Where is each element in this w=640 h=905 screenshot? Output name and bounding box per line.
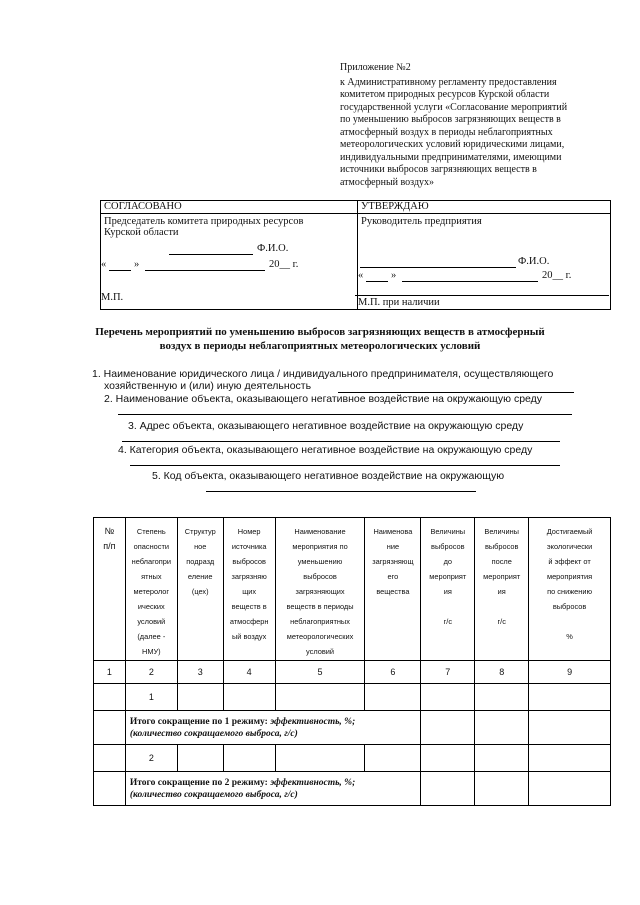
approver-stamp: М.П. — [101, 292, 124, 303]
regime-1-total: Итого сокращение по 1 режиму: эффективность, %; (количество сокращаемого выброса, г/с) — [125, 711, 421, 745]
header-cell-emissions-after: Величины выбросов после мероприят ия г/с — [475, 518, 529, 661]
confirmer-stamp-divider — [355, 295, 609, 296]
column-numbers-row — [94, 661, 611, 684]
table-cell[interactable] — [421, 684, 475, 711]
approver-fio-label: Ф.И.О. — [257, 243, 289, 254]
appendix-line: к Административному регламенту предоставления — [340, 76, 557, 88]
appendix-line: комитетом природных ресурсов Курской области — [340, 89, 550, 100]
column-number: 2 — [125, 661, 177, 684]
table-cell[interactable] — [177, 684, 223, 711]
question-5: 5. Код объекта, оказывающего негативное воздействие на окружающую — [152, 470, 505, 482]
table-cell[interactable] — [94, 745, 126, 772]
heading-line-2: воздух в периоды неблагоприятных метеорологических условий — [159, 340, 481, 352]
appendix-line: государственной услуги «Согласование мероприятий — [340, 101, 568, 113]
table-cell[interactable] — [223, 745, 275, 772]
approved-by-cell — [101, 214, 358, 310]
question-4-input-line[interactable] — [130, 465, 560, 466]
table-cell[interactable] — [177, 745, 223, 772]
appendix-line: источники выбросов загрязняющих веществ в — [340, 164, 537, 175]
table-cell[interactable] — [275, 745, 365, 772]
table-cell[interactable] — [275, 684, 365, 711]
table-cell[interactable] — [475, 684, 529, 711]
confirmer-date-close: » — [391, 270, 397, 281]
column-number: 3 — [177, 661, 223, 684]
approver-region: Курской области — [104, 227, 179, 238]
appendix-title: Приложение №2 — [340, 62, 411, 73]
confirmer-year: 20__ г. — [542, 270, 572, 281]
appendix-line: атмосферный воздух в периоды неблагоприятных — [340, 126, 553, 138]
appendix-line: по уменьшению выбросов загрязняющих веществ в — [340, 114, 561, 125]
question-2-input-line[interactable] — [118, 414, 572, 415]
table-cell[interactable] — [94, 711, 126, 745]
heading-line-1: Перечень мероприятий по уменьшению выбросов загрязняющих веществ в атмосферный — [95, 326, 545, 338]
header-cell-nmu-level: Степень опасности неблагопри ятных метеролог ических условий (далее - НМУ) — [125, 518, 177, 661]
confirmer-date-open: « — [358, 270, 364, 281]
document-heading — [60, 325, 580, 353]
column-number: 7 — [421, 661, 475, 684]
header-cell-number: № п/п — [94, 518, 126, 661]
header-cell-effect: Достигаемый экологически й эффект от мероприятия по снижению выбросов % — [529, 518, 611, 661]
header-cell-substance: Наименова ние загрязняющ его вещества — [365, 518, 421, 661]
table-cell[interactable] — [529, 772, 611, 806]
question-1-line-1: 1. Наименование юридического лица / индивидуального предпринимателя, осуществляющего — [92, 368, 554, 380]
approver-year: 20__ г. — [269, 259, 299, 270]
regime-2-total-row — [94, 772, 611, 806]
header-cell-source-number: Номер источника выбросов загрязняю щих веществ в атмосферн ый воздух — [223, 518, 275, 661]
table-cell[interactable] — [475, 745, 529, 772]
regime-2-total: Итого сокращение по 2 режиму: эффективность, %; (количество сокращаемого выброса, г/с) — [125, 772, 421, 806]
question-5-input-line[interactable] — [206, 491, 476, 492]
column-number: 1 — [94, 661, 126, 684]
appendix-block — [340, 62, 600, 189]
table-cell[interactable] — [365, 745, 421, 772]
measures-table — [93, 517, 611, 806]
table-cell[interactable] — [421, 745, 475, 772]
approver-month-line — [145, 270, 265, 271]
confirmed-by-cell — [358, 214, 611, 310]
regime-2-row — [94, 745, 611, 772]
column-number: 4 — [223, 661, 275, 684]
approver-date-open: « — [101, 259, 107, 270]
column-number: 6 — [365, 661, 421, 684]
confirmer-month-line — [402, 281, 538, 282]
confirmed-by-header: УТВЕРЖДАЮ — [358, 201, 611, 214]
question-3: 3. Адрес объекта, оказывающего негативное воздействие на окружающую среду — [128, 420, 524, 432]
regime-1-total-row — [94, 711, 611, 745]
regime-1-label: 1 — [125, 684, 177, 711]
approval-table — [100, 200, 611, 310]
question-1-line-2: хозяйственную и (или) иную деятельность — [104, 380, 312, 392]
confirmer-position: Руководитель предприятия — [361, 216, 482, 227]
table-cell[interactable] — [529, 684, 611, 711]
table-cell[interactable] — [365, 684, 421, 711]
header-cell-emissions-before: Величины выбросов до мероприят ия г/с — [421, 518, 475, 661]
approved-by-header: СОГЛАСОВАНО — [101, 201, 358, 214]
column-number: 9 — [529, 661, 611, 684]
approver-day-line — [109, 270, 131, 271]
table-cell[interactable] — [421, 711, 475, 745]
approver-position: Председатель комитета природных ресурсов — [104, 216, 304, 227]
confirmer-fio-label: Ф.И.О. — [518, 256, 550, 267]
table-cell[interactable] — [475, 711, 529, 745]
table-header-row — [94, 518, 611, 661]
table-cell[interactable] — [94, 684, 126, 711]
question-4: 4. Категория объекта, оказывающего негативное воздействие на окружающую среду — [118, 444, 533, 456]
table-cell[interactable] — [529, 745, 611, 772]
regime-1-row — [94, 684, 611, 711]
table-cell[interactable] — [529, 711, 611, 745]
column-number: 8 — [475, 661, 529, 684]
confirmer-signature-line — [360, 267, 516, 268]
header-cell-measure-name: Наименование мероприятия по уменьшению выбросов загрязняющих веществ в периоды неблагоприятных метеорологических условий — [275, 518, 365, 661]
approver-date-close: » — [134, 259, 140, 270]
appendix-line: метеорологических условий юридическими лицами, — [340, 139, 565, 150]
column-number: 5 — [275, 661, 365, 684]
appendix-line: индивидуальными предпринимателями, имеющими — [340, 151, 562, 163]
table-cell[interactable] — [94, 772, 126, 806]
approver-signature-line — [169, 254, 253, 255]
regime-2-label: 2 — [125, 745, 177, 772]
question-3-input-line[interactable] — [122, 441, 560, 442]
appendix-line: атмосферный воздух» — [340, 176, 435, 188]
header-cell-department: Структур ное подразд еление (цех) — [177, 518, 223, 661]
table-cell[interactable] — [475, 772, 529, 806]
table-cell[interactable] — [421, 772, 475, 806]
question-2: 2. Наименование объекта, оказывающего негативное воздействие на окружающую среду — [104, 393, 543, 405]
confirmer-stamp: М.П. при наличии — [358, 297, 440, 308]
confirmer-day-line — [366, 281, 388, 282]
table-cell[interactable] — [223, 684, 275, 711]
